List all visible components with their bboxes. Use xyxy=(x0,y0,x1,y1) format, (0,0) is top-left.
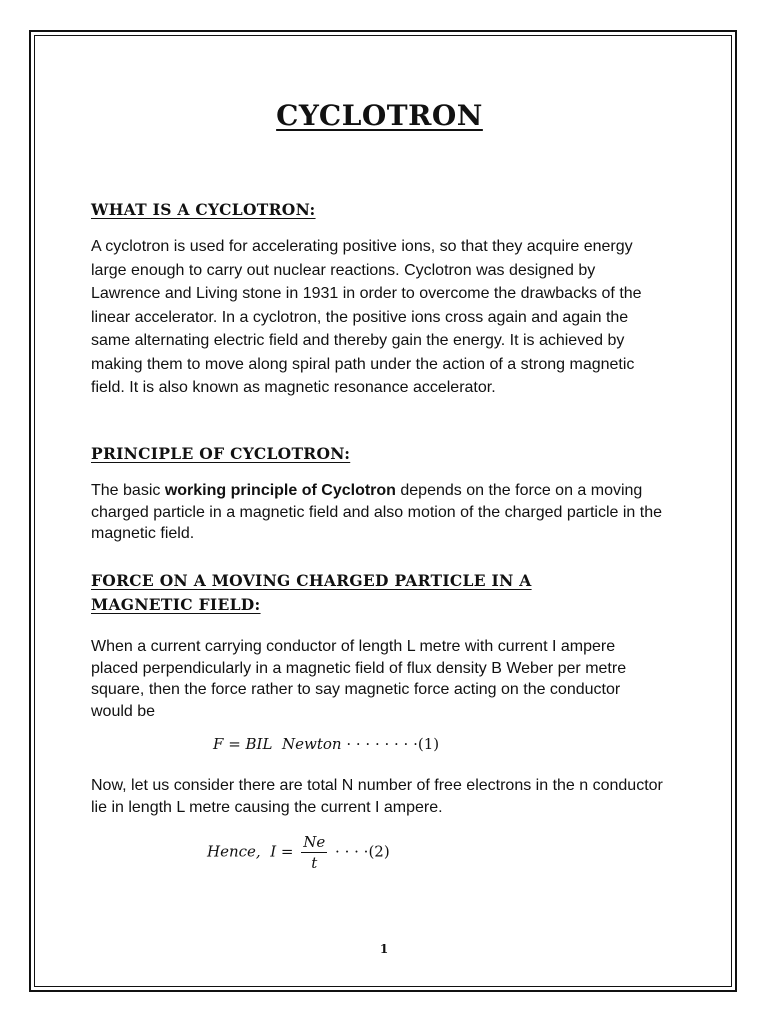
eq2-prefix: Hence, xyxy=(207,842,261,861)
page-number: 1 xyxy=(379,942,389,956)
paragraph-force: When a current carrying conductor of length L metre with current I ampere placed perpendicularly in a magnetic field of flux density B Weber per metre square, then the force rather to say magnetic force acting on the conductor would be xyxy=(91,638,627,720)
paragraph-principle xyxy=(91,480,665,545)
eq2-dots: · · · · xyxy=(330,842,369,861)
heading-what-is-cyclotron: WHAT IS A CYCLOTRON: xyxy=(91,200,316,219)
eq1-rhs: BIL xyxy=(245,735,273,753)
equation-1 xyxy=(213,735,439,753)
document-title: CYCLOTRON xyxy=(276,99,483,132)
eq1-lhs: F xyxy=(213,735,224,753)
eq2-numerator: Ne xyxy=(303,833,326,851)
heading-principle: PRINCIPLE OF CYCLOTRON: xyxy=(91,444,351,463)
principle-text-start: The basic xyxy=(91,482,165,499)
eq2-lhs: I xyxy=(270,842,277,861)
principle-text-end: depends on the force on a moving charged particle in a magnetic field and also motion of the charged particle in the magnetic field. xyxy=(91,482,663,542)
eq2-fraction xyxy=(301,833,327,872)
eq2-denominator: t xyxy=(311,854,318,872)
eq1-equals: = xyxy=(223,735,246,753)
eq1-unit: Newton xyxy=(282,735,342,753)
equation-2 xyxy=(207,833,390,872)
eq2-tag: (2) xyxy=(368,842,390,861)
paragraph-what-is-cyclotron: A cyclotron is used for accelerating positive ions, so that they acquire energy large enough to carry out nuclear reactions. Cyclotron was designed by Lawrence and Living stone in 1931 in order to overcome the drawbacks of the linear accelerator. In a cyclotron, the positive ions cross again and again the same alternating electric field and thereby gain the energy. It is achieved by making them to move along spiral path under the action of a strong magnetic field. It is also known as magnetic resonance accelerator. xyxy=(91,238,642,396)
eq1-tag: (1) xyxy=(417,735,440,753)
eq1-dots: · · · · · · · · xyxy=(341,735,418,753)
heading-force-on-particle: FORCE ON A MOVING CHARGED PARTICLE IN A MAGNETIC FIELD: xyxy=(91,571,532,614)
eq2-equals: = xyxy=(276,842,299,861)
paragraph-electrons: Now, let us consider there are total N number of free electrons in the n conductor lie in length L metre causing the current I ampere. xyxy=(91,777,663,816)
principle-bold-phrase: working principle of Cyclotron xyxy=(164,482,396,499)
